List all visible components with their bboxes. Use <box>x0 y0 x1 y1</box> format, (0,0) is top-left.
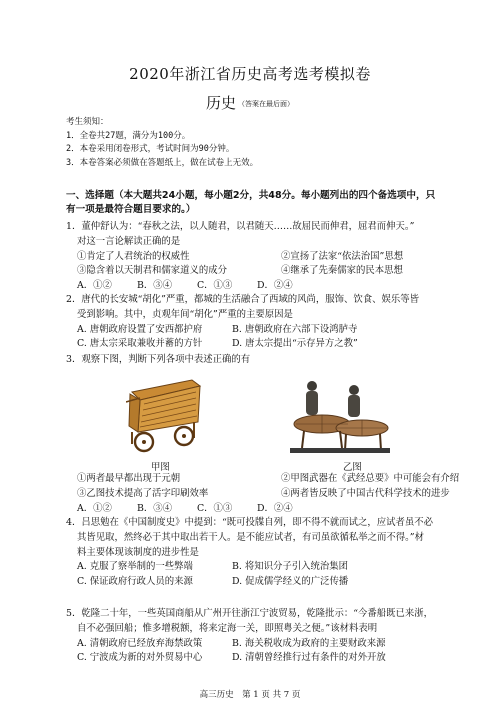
statement: ①两者最早都出现于元朝 <box>77 473 181 484</box>
question-stem: 受到影响。其中，贞观年间“胡化”严重的主要原因是 <box>77 308 293 320</box>
statement: ④继承了先秦儒家的民本思想 <box>281 265 403 277</box>
answer-choices <box>66 560 433 575</box>
figure-a-crossbow-cart <box>126 372 206 454</box>
question-3-options <box>66 472 459 516</box>
choice-a: A．①② <box>77 280 112 292</box>
statement: ②甲图武器在《武经总要》中可能会有介绍 <box>281 473 460 484</box>
question-stem: 5．乾隆二十年，一些英国商船从广州开往浙江宁波贸易，乾隆批示：“今番船既已来浙， <box>66 608 434 619</box>
question-2 <box>66 293 419 352</box>
page-title: 2020年浙江省历史高考选考模拟卷 <box>129 65 371 83</box>
question-1 <box>66 220 414 294</box>
answer-choices <box>66 502 459 517</box>
choice-d: D．②④ <box>257 502 293 514</box>
section-heading-line: 有一项是最符合题目要求的。） <box>66 204 196 215</box>
choice-c: C. 宁波成为新的对外贸易中心 <box>77 652 203 664</box>
answer-note: （答案在最后面） <box>238 100 294 108</box>
choice-a: A．①② <box>77 502 112 514</box>
question-stem: 自不必强回船；惟多增税额，将来定海一关，即照粤关之便。”该材料表明 <box>77 622 378 634</box>
question-stem: 2．唐代的长安城“胡化”严重，都城的生活融合了西域的风尚，服饰、饮食、娱乐等皆 <box>66 294 420 305</box>
question-4 <box>66 516 433 590</box>
notice-item: 3．本卷答案必须做在答题纸上，做在试卷上无效。 <box>66 157 259 168</box>
subject-label: 历史 <box>205 94 236 112</box>
figure-b-typesetting-figures <box>290 376 390 454</box>
notice-heading: 考生须知： <box>66 117 109 127</box>
question-stem: 4．吕思勉在《中国制度史》中提到：“既可投牒自列，即不得不就而试之，应试者虽不必 <box>66 517 434 528</box>
choice-b: B. 将知识分子引入统治集团 <box>232 561 348 573</box>
question-3-stem: 3．观察下图，判断下列各项中表述正确的有 <box>66 354 251 365</box>
statement: ②宣扬了法家“依法治国”思想 <box>281 250 404 262</box>
choice-d: D. 清朝曾经推行过有条件的对外开放 <box>232 652 386 664</box>
subject-heading <box>0 92 500 113</box>
choice-c: C. 保证政府行政人员的来源 <box>77 576 193 588</box>
notice-item: 1．全卷共27题，满分为100分。 <box>66 130 191 141</box>
choice-d: D. 唐太宗提出“示存异方之教” <box>232 338 358 350</box>
answer-choices <box>66 279 414 294</box>
question-stem: 料主要体现该制度的进步性是 <box>77 546 199 558</box>
statement-row <box>66 472 459 487</box>
choice-d: D．②④ <box>257 280 293 292</box>
section-heading <box>66 189 438 217</box>
answer-choices <box>66 323 419 338</box>
choice-c: C．①③ <box>197 502 233 514</box>
figure-a-caption: 甲图 <box>151 462 170 473</box>
choice-c: C. 唐太宗采取兼收并蓄的方针 <box>77 338 203 350</box>
choice-d: D. 促成儒学经义的广泛传播 <box>232 576 349 588</box>
choice-c: C．①③ <box>197 280 233 292</box>
statement: ①肯定了人君统治的权威性 <box>77 250 190 262</box>
choice-b: B. 海关税收成为政府的主要财政来源 <box>232 637 386 649</box>
section-heading-line: 一、选择题（本大题共24小题，每小题2分，共48分。每小题列出的四个备选项中，只 <box>66 190 436 201</box>
statement-row <box>66 250 414 265</box>
statement-row <box>66 264 414 279</box>
choice-a: A. 克服了察举制的一些弊端 <box>77 561 193 573</box>
choice-b: B．③④ <box>137 502 173 514</box>
notice-item: 2．本卷采用闭卷形式，考试时间为90分钟。 <box>66 144 235 154</box>
choice-b: B. 唐朝政府在六部下设鸿胪寺 <box>232 323 358 335</box>
statement: ③隐含着以天制君和儒家道义的成分 <box>77 265 228 277</box>
answer-choices <box>66 651 433 666</box>
answer-choices <box>66 337 419 352</box>
question-stem: 对这一言论解读正确的是 <box>77 235 181 247</box>
exam-notice <box>66 116 258 170</box>
figure-b-caption: 乙图 <box>343 462 362 473</box>
choice-a: A. 唐朝政府设置了安西都护府 <box>77 323 203 335</box>
statement: ③乙图技术提高了活字印刷效率 <box>77 487 209 499</box>
question-5 <box>66 607 433 666</box>
answer-choices <box>66 637 433 652</box>
page-footer: 高三历史 第 1 页 共 7 页 <box>199 690 301 700</box>
choice-b: B．③④ <box>137 280 173 292</box>
question-stem: 1．董仲舒认为：“春秋之法，以人随君，以君随天……故屈民而伸君，屈君而伸天。” <box>66 221 415 232</box>
statement-row <box>66 487 459 502</box>
answer-choices <box>66 575 433 590</box>
question-stem: 其皆见取，然终必于其中取出若干人。是不能应试者，有司虽欲循私举之而不得。”材 <box>77 531 424 543</box>
choice-a: A. 清朝政府已经放弃海禁政策 <box>77 637 203 649</box>
statement: ④两者皆反映了中国古代科学技术的进步 <box>281 487 450 499</box>
